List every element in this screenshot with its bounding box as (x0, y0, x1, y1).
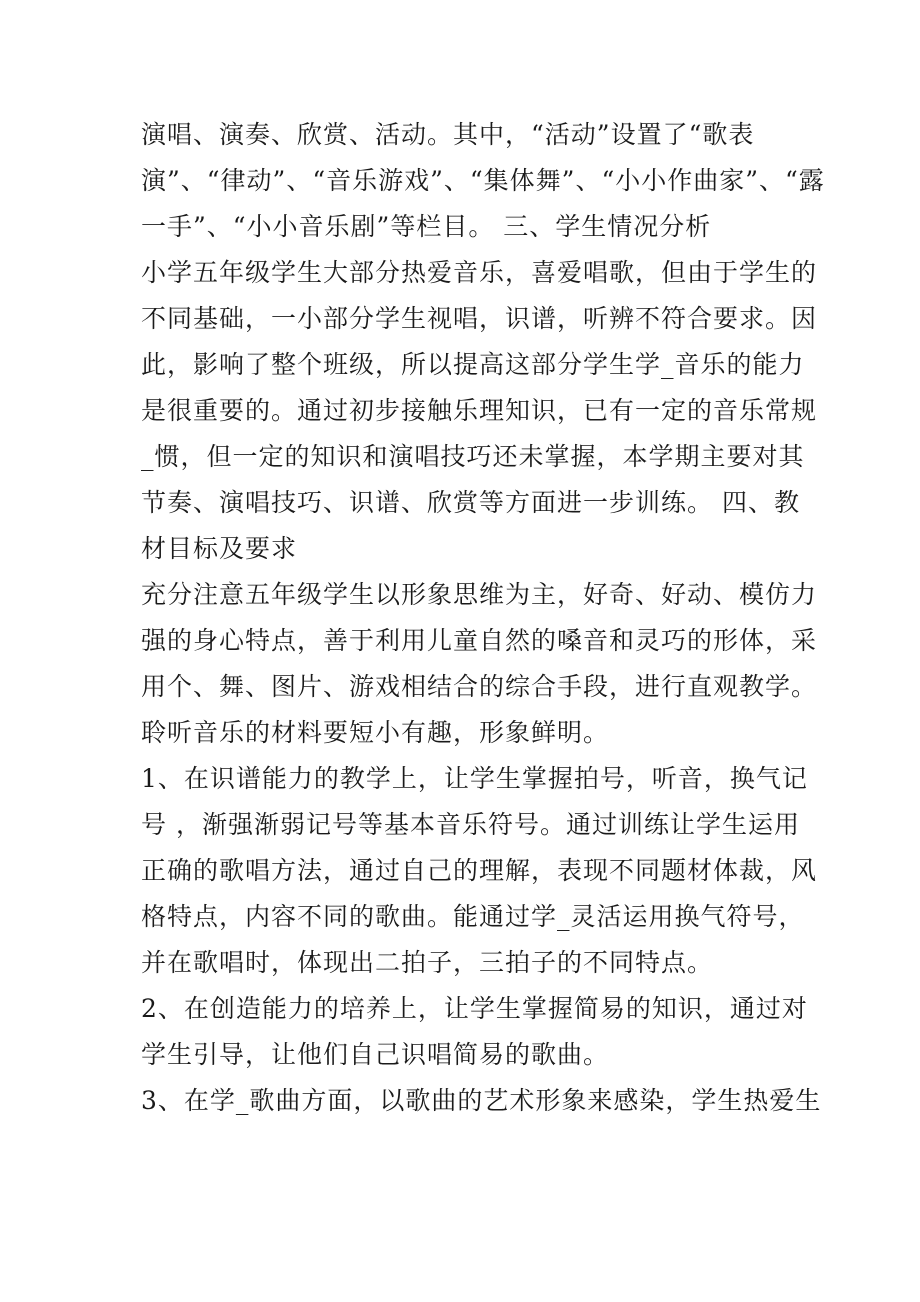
text-line: 是很重要的。通过初步接触乐理知识，已有一定的音乐常规 (141, 396, 818, 425)
text-line: 聆听音乐的材料要短小有趣，形象鲜明。 (141, 718, 610, 747)
text-line: 演唱、演奏、欣赏、活动。其中，“活动”设置了“歌表 (141, 120, 755, 149)
text-line: 充分注意五年级学生以形象思维为主，好奇、好动、模仿力 (141, 580, 818, 609)
text-line: 演”、“律动”、“音乐游戏”、“集体舞”、“小小作曲家”、“露 (141, 166, 825, 195)
text-line: 此，影响了整个班级，所以提高这部分学生学_音乐的能力 (141, 350, 805, 379)
text-line: 3、在学_歌曲方面，以歌曲的艺术形象来感染，学生热爱生 (141, 1086, 822, 1115)
text-line: 一手”、“小小音乐剧”等栏目。 三、学生情况分析 (141, 212, 712, 241)
text-line: 节奏、演唱技巧、识谱、欣赏等方面进一步训练。 四、教 (141, 488, 800, 517)
text-line: 2、在创造能力的培养上，让学生掌握简易的知识，通过对 (141, 994, 808, 1023)
text-line: 格特点，内容不同的歌曲。能通过学_灵活运用换气符号， (141, 902, 805, 931)
text-line: 不同基础，一小部分学生视唱，识谱，听辨不符合要求。因 (141, 304, 818, 333)
text-line: 并在歌唱时，体现出二拍子，三拍子的不同特点。 (141, 948, 714, 977)
text-line: 号 ，渐强渐弱记号等基本音乐符号。通过训练让学生运用 (141, 810, 800, 839)
text-line: _惯，但一定的知识和演唱技巧还未掌握，本学期主要对其 (141, 442, 805, 471)
text-line: 材目标及要求 (141, 534, 298, 563)
text-line: 学生引导，让他们自己识唱简易的歌曲。 (141, 1040, 610, 1069)
text-line: 小学五年级学生大部分热爱音乐，喜爱唱歌，但由于学生的 (141, 258, 818, 287)
text-line: 1、在识谱能力的教学上，让学生掌握拍号，听音，换气记 (141, 764, 808, 793)
text-line: 强的身心特点，善于利用儿童自然的嗓音和灵巧的形体，采 (141, 626, 818, 655)
document-body (141, 112, 825, 1124)
text-line: 用个、舞、图片、游戏相结合的综合手段，进行直观教学。 (141, 672, 818, 701)
text-line: 正确的歌唱方法，通过自己的理解，表现不同题材体裁，风 (141, 856, 818, 885)
